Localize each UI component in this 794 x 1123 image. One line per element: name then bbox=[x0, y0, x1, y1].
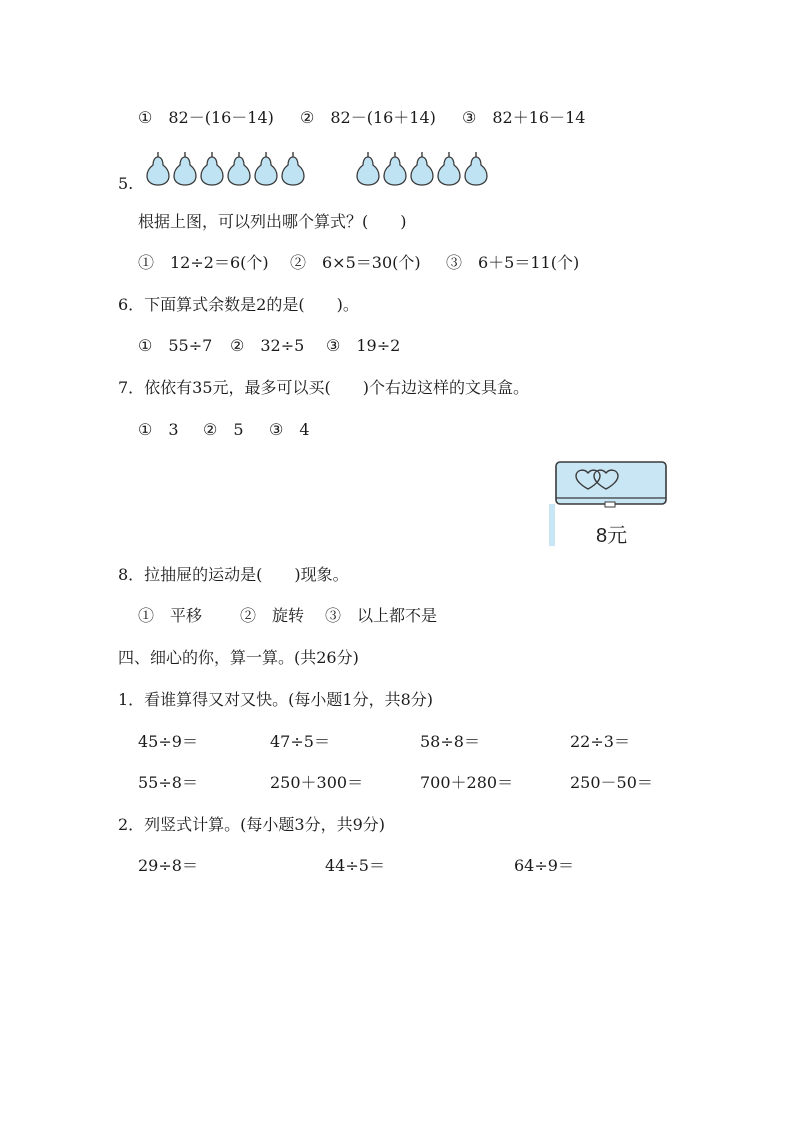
section4-title: 四、细心的你，算一算。(共26分) bbox=[118, 648, 359, 667]
q6-option-2: ② 32÷5 bbox=[230, 336, 305, 355]
q5-question: 根据上图，可以列出哪个算式？( ) bbox=[138, 212, 407, 231]
calc-item: 700＋280＝ bbox=[420, 773, 514, 792]
pencil-box-figure bbox=[548, 458, 672, 548]
q7-option-3: ③ 4 bbox=[269, 420, 310, 439]
q6-option-3: ③ 19÷2 bbox=[326, 336, 401, 355]
part1-title: 1．看谁算得又对又快。(每小题1分，共8分) bbox=[118, 690, 434, 709]
calc-item: 58÷8＝ bbox=[420, 732, 480, 751]
pear-icon bbox=[280, 150, 306, 186]
q4-option-3: ③ 82＋16－14 bbox=[462, 108, 586, 127]
q4-option-1: ① 82－(16－14) bbox=[138, 108, 274, 127]
calc-item: 22÷3＝ bbox=[570, 732, 630, 751]
q6-option-1: ① 55÷7 bbox=[138, 336, 213, 355]
part2-title: 2．列竖式计算。(每小题3分，共9分) bbox=[118, 815, 386, 834]
q5-option-1: ① 12÷2＝6(个) bbox=[138, 253, 269, 272]
calc-item: 45÷9＝ bbox=[138, 732, 198, 751]
calc-item: 250＋300＝ bbox=[270, 773, 364, 792]
pear-icon bbox=[436, 150, 462, 186]
vertical-calc-item: 64÷9＝ bbox=[514, 856, 574, 875]
pear-icon bbox=[145, 150, 171, 186]
pear-icon bbox=[172, 150, 198, 186]
pear-icon bbox=[463, 150, 489, 186]
pear-icon bbox=[409, 150, 435, 186]
q5-option-2: ② 6×5＝30(个) bbox=[290, 253, 421, 272]
q4-option-2: ② 82－(16＋14) bbox=[300, 108, 436, 127]
q7-option-1: ① 3 bbox=[138, 420, 179, 439]
q8-option-1: ① 平移 bbox=[138, 606, 203, 625]
price-label: 8元 bbox=[596, 525, 628, 547]
pear-icon bbox=[355, 150, 381, 186]
vertical-calc-item: 44÷5＝ bbox=[325, 856, 385, 875]
q8-question: 8．拉抽屉的运动是( )现象。 bbox=[118, 565, 349, 584]
vertical-calc-item: 29÷8＝ bbox=[138, 856, 198, 875]
q7-option-2: ② 5 bbox=[203, 420, 244, 439]
calc-item: 47÷5＝ bbox=[270, 732, 330, 751]
calc-item: 250－50＝ bbox=[570, 773, 653, 792]
pear-icon bbox=[226, 150, 252, 186]
q7-question: 7．依依有35元，最多可以买( )个右边这样的文具盒。 bbox=[118, 378, 530, 397]
q6-question: 6．下面算式余数是2的是( )。 bbox=[118, 295, 359, 314]
pear-icon bbox=[382, 150, 408, 186]
q8-option-3: ③ 以上都不是 bbox=[325, 606, 438, 625]
q5-option-3: ③ 6＋5＝11(个) bbox=[446, 253, 580, 272]
pear-icon bbox=[199, 150, 225, 186]
pear-group-five bbox=[355, 150, 489, 190]
q5-number: 5. bbox=[118, 174, 134, 193]
calc-item: 55÷8＝ bbox=[138, 773, 198, 792]
pear-icon bbox=[253, 150, 279, 186]
q8-option-2: ② 旋转 bbox=[240, 606, 305, 625]
pear-group-six bbox=[145, 150, 306, 190]
